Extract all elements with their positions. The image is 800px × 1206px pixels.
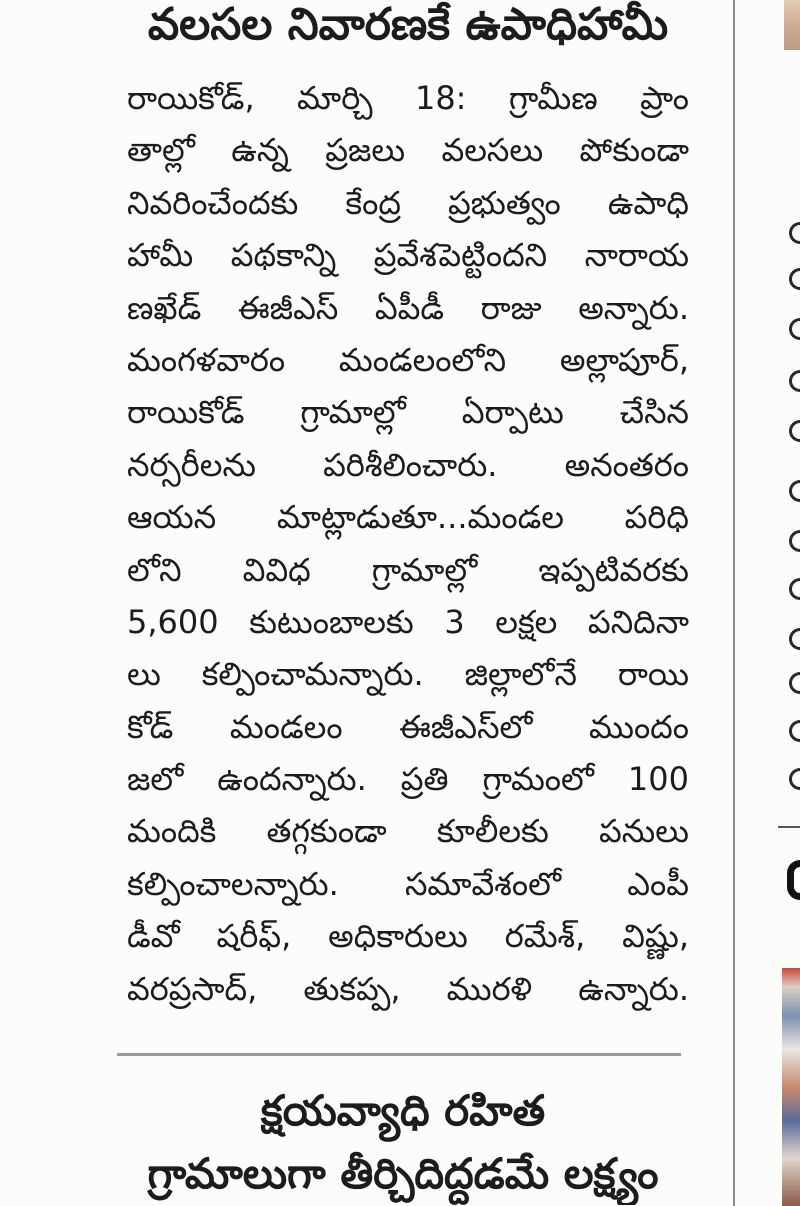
next-article-headline-line-2: గ్రామాలుగా తీర్చిదిద్దడమే లక్ష్యం [147, 1149, 659, 1198]
clipped-glyph-fragment [789, 370, 800, 392]
clipped-glyph-fragment [789, 578, 800, 600]
body-line: రాయికోడ్, మార్చి 18: గ్రామీణ ప్రాం [127, 79, 689, 117]
clipped-glyph-fragment [789, 268, 800, 290]
body-line: డీవో షరీఫ్, అధికారులు రమేశ్, విష్ణు, [127, 917, 689, 956]
body-line: ణఖేడ్ ఈజీఎస్ ఏపీడీ రాజు అన్నారు. [127, 288, 689, 327]
clipped-column-rule [778, 826, 800, 828]
clipped-glyph-fragment [789, 628, 800, 650]
body-line: లోని వివిధ గ్రామాల్లో ఇప్పటివరకు [127, 550, 689, 589]
body-line: వరప్రసాద్, తుకప్ప, మురళి ఉన్నారు. [127, 969, 689, 1008]
clipped-headline-glyph-fragment [787, 860, 800, 900]
clipped-glyph-fragment [789, 420, 800, 442]
clipped-glyph-fragment [789, 672, 800, 694]
body-line: జలో ఉందన్నారు. ప్రతి గ్రామంలో 100 [127, 760, 689, 799]
body-line: ఆయన మాట్లాడుతూ...మండల పరిధి [127, 498, 689, 537]
body-line: హామీ పథకాన్ని ప్రవేశపెట్టిందని నారాయ [127, 236, 689, 275]
clipped-photo-fragment-top [784, 0, 800, 50]
body-line: లు కల్పించామన్నారు. జిల్లాలోనే రాయి [127, 655, 689, 694]
column-divider [733, 0, 735, 1206]
article-body [127, 72, 689, 1015]
body-line: తాల్లో ఉన్న ప్రజలు వలసలు పోకుండా [127, 131, 689, 170]
body-line: కోడ్ మండలం ఈజీఎస్‌లో ముందం [127, 707, 689, 746]
clipped-glyph-fragment [789, 318, 800, 340]
article-separator-rule [117, 1053, 681, 1056]
body-line: మంగళవారం మండలంలోని అల్లాపూర్, [127, 340, 689, 379]
article-headline: వలసల నివారణకే ఉపాధిహామీ [147, 0, 669, 50]
body-line: కల్పించాలన్నారు. సమావేశంలో ఎంపీ [127, 864, 689, 903]
clipped-glyph-fragment [789, 720, 800, 742]
body-line: రాయికోడ్ గ్రామాల్లో ఏర్పాటు చేసిన [127, 393, 689, 432]
body-line: నర్సరీలను పరిశీలించారు. అనంతరం [127, 445, 689, 484]
clipped-glyph-fragment [789, 480, 800, 502]
clipped-glyph-fragment [789, 530, 800, 552]
clipped-photo-fragment-bottom [782, 968, 800, 1206]
next-article-headline-line-1: క్షయవ్యాధి రహిత [260, 1086, 546, 1135]
clipped-glyph-fragment [789, 222, 800, 244]
body-line: 5,600 కుటుంబాలకు 3 లక్షల పనిదినా [127, 602, 689, 641]
body-line: మందికి తగ్గకుండా కూలీలకు పనులు [127, 812, 689, 851]
body-line: నివరించేందకు కేంద్ర ప్రభుత్వం ఉపాధి [127, 183, 689, 222]
clipped-glyph-fragment [789, 768, 800, 790]
